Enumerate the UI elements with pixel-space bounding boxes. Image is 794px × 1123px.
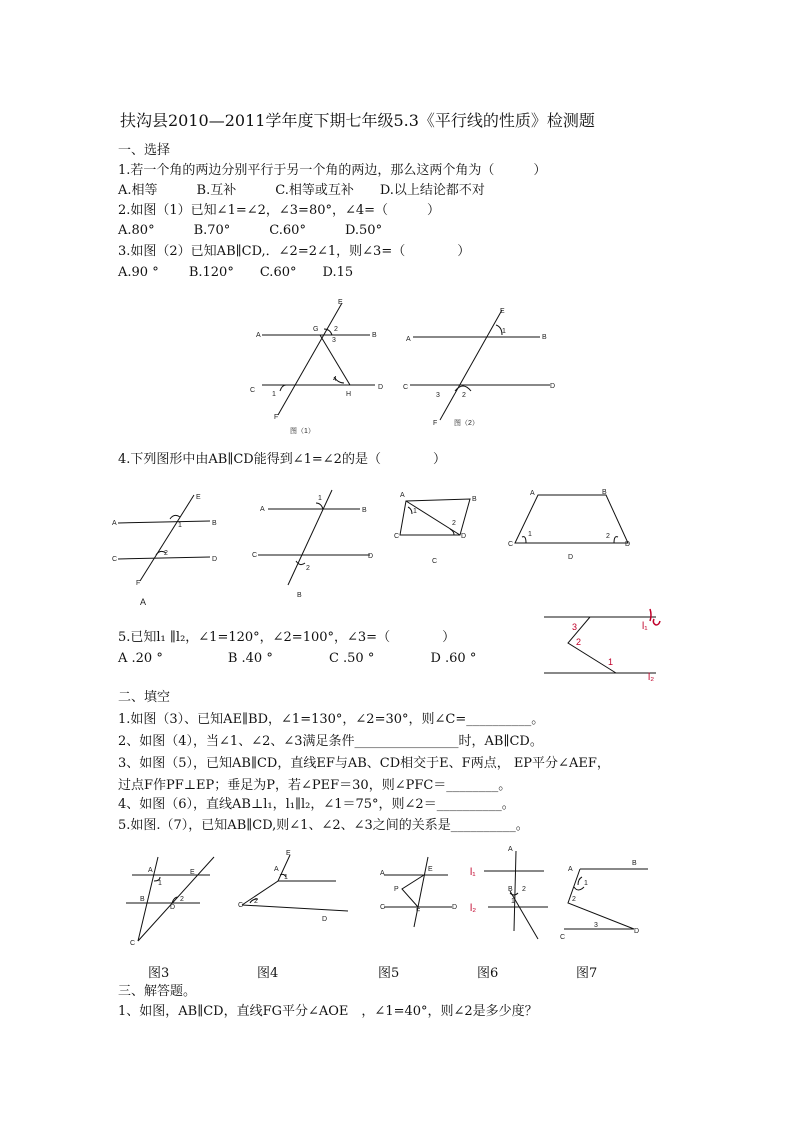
- optA-label-F: F: [136, 580, 141, 587]
- fig7-label-1: 1: [584, 880, 588, 887]
- fig7-label-3: 3: [594, 922, 598, 929]
- fig5-label-C: C: [380, 904, 386, 911]
- page-title: 扶沟县2010—2011学年度下期七年级5.3《平行线的性质》检测题: [120, 111, 595, 130]
- fig2-label-F: F: [433, 420, 438, 427]
- fig2-label-B: B: [542, 334, 547, 341]
- fig1-label-2: 2: [334, 326, 338, 333]
- fig4-label-1: 1: [284, 874, 288, 881]
- fig1-label-H: H: [346, 391, 352, 398]
- optA-label-B: B: [212, 520, 217, 527]
- optC-label-A: A: [400, 492, 405, 499]
- optC-label-2: 2: [452, 520, 456, 527]
- fig1-label-A: A: [256, 332, 261, 339]
- fig5-label-F: F: [416, 908, 421, 915]
- optA-label-C: C: [112, 556, 118, 563]
- fig1-label-4: 4: [333, 376, 337, 383]
- optA-label-D: D: [212, 556, 218, 563]
- figure-q4-options: [110, 485, 640, 610]
- optA-caption: A: [140, 597, 147, 607]
- fig3-label-1: 1: [158, 880, 162, 887]
- fig1-label-G: G: [313, 326, 319, 333]
- optB-label-D: D: [368, 553, 374, 560]
- handwritten-l2: l₂: [648, 672, 655, 683]
- handwritten-2: 2: [576, 637, 582, 647]
- optC-label-C: C: [394, 533, 400, 540]
- fig1-label-3: 3: [332, 337, 336, 344]
- fig3-label-B: B: [140, 896, 145, 903]
- fig5-label-A: A: [380, 870, 385, 877]
- fig4-label-E: E: [286, 850, 291, 857]
- q1-stem: 1.若一个角的两边分别平行于另一个角的两边，那么这两个角为（ ）: [118, 163, 547, 178]
- q1-options: A.相等 B.互补 C.相等或互补 D.以上结论都不对: [118, 183, 485, 198]
- fig1-label-F: F: [274, 414, 279, 421]
- optB-label-A: A: [260, 506, 265, 513]
- fig6-caption: 图6: [477, 966, 499, 981]
- handwritten-3: 3: [572, 622, 578, 632]
- handwritten-l1: l₁: [642, 621, 648, 632]
- fig6-label-1: 1: [511, 898, 515, 905]
- fig2-label-2: 2: [462, 392, 466, 399]
- optA-label-E: E: [196, 494, 201, 501]
- handwritten-1: 1: [608, 657, 614, 667]
- q5-stem: 5.已知l₁ ∥l₂，∠1=120°，∠2=100°，∠3=（ ）: [118, 630, 456, 645]
- fill-5: 5.如图.（7），已知AB∥CD,则∠1、∠2、∠3之间的关系是__________。: [118, 818, 529, 833]
- optB-label-1: 1: [318, 495, 322, 502]
- q4-stem: 4.下列图形中由AB∥CD能得到∠1=∠2的是（ ）: [118, 452, 446, 467]
- optA-label-1: 1: [178, 522, 182, 529]
- optD-caption: D: [568, 554, 574, 561]
- fig5-caption: 图5: [378, 966, 400, 981]
- fig1-label-B: B: [372, 332, 377, 339]
- optB-caption: B: [297, 592, 302, 599]
- fig2-label-A: A: [406, 336, 411, 343]
- fill-3b: 过点F作PF⊥EP；垂足为P，若∠PEF＝30，则∠PFC＝________。: [118, 778, 512, 793]
- fill-4: 4、如图（6），直线AB⊥l₁，l₁∥l₂，∠1＝75°，则∠2＝__________。: [118, 797, 515, 812]
- fig2-label-C: C: [403, 384, 409, 391]
- fig4-label-A: A: [274, 866, 279, 873]
- q2-options: A.80° B.70° C.60° D.50°: [118, 223, 383, 238]
- fig3-label-D: D: [170, 904, 176, 911]
- fig1-label-C: C: [250, 387, 256, 394]
- fig3-caption: 图3: [148, 966, 170, 981]
- solve-1: 1、如图，AB∥CD，直线FG平分∠AOE ，∠1=40°，则∠2是多少度？: [118, 1004, 538, 1019]
- fig1-label-E: E: [338, 299, 343, 306]
- fig3-label-E: E: [190, 869, 195, 876]
- optA-label-A: A: [112, 520, 117, 527]
- optC-caption: C: [432, 558, 438, 565]
- fig2-label-3: 3: [436, 392, 440, 399]
- fig6-label-B: B: [508, 886, 513, 893]
- figure-1-and-2: [250, 295, 570, 440]
- section-fill: 二、填空: [118, 690, 171, 705]
- fig5-label-P: P: [394, 886, 399, 893]
- fig4-label-C: C: [238, 902, 244, 909]
- figure-q5: [538, 605, 698, 685]
- fig2-label-E: E: [500, 308, 505, 315]
- fig4-label-2: 2: [254, 898, 258, 905]
- fig2-label-1: 1: [502, 328, 506, 335]
- optB-label-C: C: [252, 552, 258, 559]
- fig4-label-D: D: [322, 916, 328, 923]
- section-solve: 三、解答题。: [118, 984, 197, 999]
- fig7-label-2: 2: [572, 896, 576, 903]
- optD-label-2: 2: [606, 533, 610, 540]
- optC-label-B: B: [472, 496, 477, 503]
- fill-2: 2、如图（4），当∠1、∠2、∠3满足条件________________时，AB∥CD。: [118, 734, 543, 749]
- fig2-label-D: D: [550, 383, 556, 390]
- fig7-label-B: B: [632, 860, 637, 867]
- fig5-label-D: D: [452, 904, 458, 911]
- fig6-handwritten-l1: l₁: [470, 867, 476, 878]
- optD-label-B: B: [602, 489, 607, 496]
- q5-options: A .20 ° B .40 ° C .50 ° D .60 °: [118, 651, 477, 666]
- fig4-caption: 图4: [257, 966, 279, 981]
- fig1-label-D: D: [378, 384, 384, 391]
- fig3-label-A: A: [148, 867, 153, 874]
- fig5-label-E: E: [428, 866, 433, 873]
- optB-label-2: 2: [306, 565, 310, 572]
- fig7-label-A: A: [568, 866, 573, 873]
- fill-1: 1.如图（3）、已知AE∥BD，∠1=130°，∠2=30°，则∠C=__________。: [118, 712, 545, 727]
- fig1-label-1: 1: [272, 391, 276, 398]
- q3-stem: 3.如图（2）已知AB∥CD,．∠2=2∠1，则∠3=（ ）: [118, 244, 471, 259]
- fill-3a: 3、如图（5），已知AB∥CD，直线EF与AB、CD相交于E、F两点， EP平分∠AEF，: [118, 756, 610, 771]
- optD-label-C: C: [508, 541, 514, 548]
- optD-label-D: D: [625, 541, 631, 548]
- fig3-label-2: 2: [180, 896, 184, 903]
- section-choice: 一、选择: [118, 143, 171, 158]
- optB-label-B: B: [362, 507, 367, 514]
- optD-label-1: 1: [528, 531, 532, 538]
- fig6-handwritten-l2: l₂: [470, 903, 477, 914]
- fig3-label-C: C: [130, 940, 136, 947]
- optC-label-1: 1: [413, 508, 417, 515]
- optD-label-A: A: [530, 490, 535, 497]
- fig6-label-2: 2: [522, 886, 526, 893]
- figures-3-to-7: [118, 845, 658, 955]
- fig7-label-D: D: [634, 928, 640, 935]
- optA-label-2: 2: [164, 550, 168, 557]
- q2-stem: 2.如图（1）已知∠1=∠2，∠3=80°，∠4=（ ）: [118, 203, 441, 218]
- fig3-labels: [130, 846, 639, 947]
- q3-options: A.90 ° B.120° C.60° D.15: [118, 265, 354, 280]
- fig1-caption: 图（1）: [290, 428, 315, 435]
- fig2-caption: 图（2）: [454, 420, 479, 427]
- fig7-label-C: C: [560, 934, 566, 941]
- optC-label-D: D: [461, 533, 467, 540]
- fig7-caption: 图7: [576, 966, 598, 981]
- fig6-label-A: A: [508, 846, 513, 853]
